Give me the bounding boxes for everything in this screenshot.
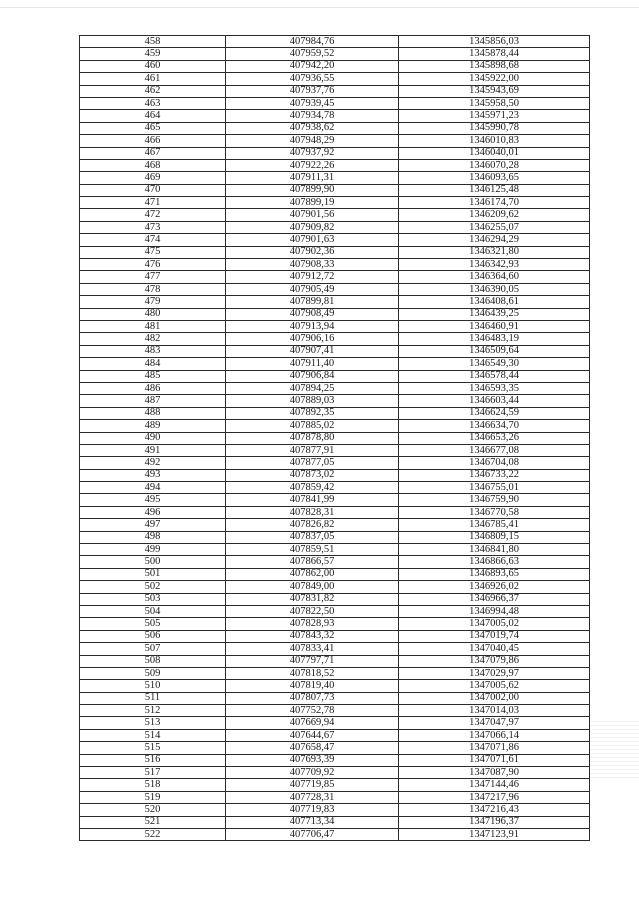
x-coordinate-cell: 407706,47 — [226, 829, 399, 841]
table-row — [80, 345, 590, 357]
point-number-cell: 496 — [80, 506, 226, 518]
y-coordinate-cell: 1346294,29 — [399, 234, 590, 246]
y-coordinate-cell: 1345943,69 — [399, 85, 590, 97]
table-row — [80, 407, 590, 419]
point-number-cell: 492 — [80, 457, 226, 469]
point-number-cell: 483 — [80, 345, 226, 357]
y-coordinate-cell: 1347002,00 — [399, 692, 590, 704]
point-number-cell: 470 — [80, 184, 226, 196]
point-number-cell: 473 — [80, 221, 226, 233]
point-number-cell: 497 — [80, 519, 226, 531]
x-coordinate-cell: 407828,93 — [226, 618, 399, 630]
table-row — [80, 568, 590, 580]
y-coordinate-cell: 1346549,30 — [399, 358, 590, 370]
y-coordinate-cell: 1346809,15 — [399, 531, 590, 543]
point-number-cell: 476 — [80, 259, 226, 271]
point-number-cell: 518 — [80, 779, 226, 791]
point-number-cell: 479 — [80, 296, 226, 308]
point-number-cell: 486 — [80, 382, 226, 394]
y-coordinate-cell: 1346770,58 — [399, 506, 590, 518]
point-number-cell: 495 — [80, 494, 226, 506]
table-row — [80, 73, 590, 85]
x-coordinate-cell: 407859,51 — [226, 544, 399, 556]
point-number-cell: 506 — [80, 630, 226, 642]
y-coordinate-cell: 1347217,96 — [399, 791, 590, 803]
table-row — [80, 630, 590, 642]
table-row — [80, 767, 590, 779]
point-number-cell: 491 — [80, 444, 226, 456]
table-row — [80, 667, 590, 679]
y-coordinate-cell: 1346733,22 — [399, 469, 590, 481]
table-row — [80, 234, 590, 246]
table-row — [80, 333, 590, 345]
x-coordinate-cell: 407822,50 — [226, 605, 399, 617]
point-number-cell: 507 — [80, 643, 226, 655]
table-row — [80, 482, 590, 494]
x-coordinate-cell: 407752,78 — [226, 705, 399, 717]
table-row — [80, 469, 590, 481]
point-number-cell: 459 — [80, 48, 226, 60]
x-coordinate-cell: 407906,84 — [226, 370, 399, 382]
x-coordinate-cell: 407911,40 — [226, 358, 399, 370]
y-coordinate-cell: 1347040,45 — [399, 643, 590, 655]
point-number-cell: 522 — [80, 829, 226, 841]
x-coordinate-cell: 407934,78 — [226, 110, 399, 122]
point-number-cell: 481 — [80, 320, 226, 332]
x-coordinate-cell: 407873,02 — [226, 469, 399, 481]
x-coordinate-cell: 407922,26 — [226, 159, 399, 171]
x-coordinate-cell: 407658,47 — [226, 742, 399, 754]
scan-artifact — [590, 718, 639, 778]
y-coordinate-cell: 1345922,00 — [399, 73, 590, 85]
table-row — [80, 705, 590, 717]
point-number-cell: 487 — [80, 395, 226, 407]
x-coordinate-cell: 407892,35 — [226, 407, 399, 419]
y-coordinate-cell: 1347005,62 — [399, 680, 590, 692]
point-number-cell: 519 — [80, 791, 226, 803]
x-coordinate-cell: 407866,57 — [226, 556, 399, 568]
x-coordinate-cell: 407913,94 — [226, 320, 399, 332]
table-row — [80, 581, 590, 593]
x-coordinate-cell: 407669,94 — [226, 717, 399, 729]
table-row — [80, 209, 590, 221]
table-row — [80, 717, 590, 729]
table-row — [80, 754, 590, 766]
point-number-cell: 511 — [80, 692, 226, 704]
x-coordinate-cell: 407878,80 — [226, 432, 399, 444]
x-coordinate-cell: 407859,42 — [226, 482, 399, 494]
point-number-cell: 510 — [80, 680, 226, 692]
y-coordinate-cell: 1346010,83 — [399, 135, 590, 147]
x-coordinate-cell: 407899,19 — [226, 197, 399, 209]
point-number-cell: 462 — [80, 85, 226, 97]
x-coordinate-cell: 407889,03 — [226, 395, 399, 407]
y-coordinate-cell: 1347014,03 — [399, 705, 590, 717]
table-row — [80, 816, 590, 828]
point-number-cell: 460 — [80, 60, 226, 72]
y-coordinate-cell: 1345878,44 — [399, 48, 590, 60]
x-coordinate-cell: 407899,90 — [226, 184, 399, 196]
x-coordinate-cell: 407959,52 — [226, 48, 399, 60]
x-coordinate-cell: 407877,05 — [226, 457, 399, 469]
point-number-cell: 469 — [80, 172, 226, 184]
y-coordinate-cell: 1347216,43 — [399, 804, 590, 816]
y-coordinate-cell: 1346785,41 — [399, 519, 590, 531]
table-row — [80, 271, 590, 283]
coordinates-table — [79, 35, 590, 841]
y-coordinate-cell: 1347005,02 — [399, 618, 590, 630]
table-row — [80, 320, 590, 332]
x-coordinate-cell: 407826,82 — [226, 519, 399, 531]
table-row — [80, 147, 590, 159]
table-row — [80, 159, 590, 171]
y-coordinate-cell: 1347087,90 — [399, 767, 590, 779]
table-row — [80, 444, 590, 456]
y-coordinate-cell: 1346893,65 — [399, 568, 590, 580]
x-coordinate-cell: 407938,62 — [226, 122, 399, 134]
x-coordinate-cell: 407901,56 — [226, 209, 399, 221]
table-row — [80, 110, 590, 122]
point-number-cell: 475 — [80, 246, 226, 258]
table-row — [80, 593, 590, 605]
y-coordinate-cell: 1347144,46 — [399, 779, 590, 791]
table-row — [80, 531, 590, 543]
y-coordinate-cell: 1345958,50 — [399, 97, 590, 109]
point-number-cell: 468 — [80, 159, 226, 171]
y-coordinate-cell: 1346704,08 — [399, 457, 590, 469]
y-coordinate-cell: 1346624,59 — [399, 407, 590, 419]
point-number-cell: 493 — [80, 469, 226, 481]
point-number-cell: 521 — [80, 816, 226, 828]
y-coordinate-cell: 1346966,37 — [399, 593, 590, 605]
x-coordinate-cell: 407644,67 — [226, 729, 399, 741]
table-row — [80, 221, 590, 233]
table-row — [80, 97, 590, 109]
point-number-cell: 514 — [80, 729, 226, 741]
point-number-cell: 500 — [80, 556, 226, 568]
x-coordinate-cell: 407828,31 — [226, 506, 399, 518]
y-coordinate-cell: 1346342,93 — [399, 259, 590, 271]
table-row — [80, 680, 590, 692]
y-coordinate-cell: 1346209,62 — [399, 209, 590, 221]
point-number-cell: 498 — [80, 531, 226, 543]
point-number-cell: 466 — [80, 135, 226, 147]
y-coordinate-cell: 1346174,70 — [399, 197, 590, 209]
table-row — [80, 420, 590, 432]
table-row — [80, 791, 590, 803]
point-number-cell: 463 — [80, 97, 226, 109]
table-row — [80, 457, 590, 469]
point-number-cell: 517 — [80, 767, 226, 779]
y-coordinate-cell: 1346408,61 — [399, 296, 590, 308]
point-number-cell: 474 — [80, 234, 226, 246]
table-row — [80, 742, 590, 754]
table-row — [80, 804, 590, 816]
table-row — [80, 246, 590, 258]
table-row — [80, 370, 590, 382]
x-coordinate-cell: 407899,81 — [226, 296, 399, 308]
point-number-cell: 505 — [80, 618, 226, 630]
point-number-cell: 467 — [80, 147, 226, 159]
y-coordinate-cell: 1346994,48 — [399, 605, 590, 617]
point-number-cell: 480 — [80, 308, 226, 320]
x-coordinate-cell: 407849,00 — [226, 581, 399, 593]
point-number-cell: 512 — [80, 705, 226, 717]
point-number-cell: 520 — [80, 804, 226, 816]
x-coordinate-cell: 407719,83 — [226, 804, 399, 816]
point-number-cell: 464 — [80, 110, 226, 122]
y-coordinate-cell: 1346634,70 — [399, 420, 590, 432]
table-row — [80, 506, 590, 518]
point-number-cell: 461 — [80, 73, 226, 85]
x-coordinate-cell: 407908,33 — [226, 259, 399, 271]
x-coordinate-cell: 407948,29 — [226, 135, 399, 147]
table-row — [80, 395, 590, 407]
x-coordinate-cell: 407908,49 — [226, 308, 399, 320]
x-coordinate-cell: 407862,00 — [226, 568, 399, 580]
table-row — [80, 432, 590, 444]
x-coordinate-cell: 407877,91 — [226, 444, 399, 456]
y-coordinate-cell: 1346593,35 — [399, 382, 590, 394]
x-coordinate-cell: 407912,72 — [226, 271, 399, 283]
y-coordinate-cell: 1346070,28 — [399, 159, 590, 171]
point-number-cell: 465 — [80, 122, 226, 134]
x-coordinate-cell: 407905,49 — [226, 283, 399, 295]
x-coordinate-cell: 407833,41 — [226, 643, 399, 655]
table-row — [80, 259, 590, 271]
table-row — [80, 283, 590, 295]
table-row — [80, 184, 590, 196]
point-number-cell: 482 — [80, 333, 226, 345]
x-coordinate-cell: 407937,92 — [226, 147, 399, 159]
y-coordinate-cell: 1346040,01 — [399, 147, 590, 159]
x-coordinate-cell: 407907,41 — [226, 345, 399, 357]
point-number-cell: 508 — [80, 655, 226, 667]
y-coordinate-cell: 1345971,23 — [399, 110, 590, 122]
table-row — [80, 643, 590, 655]
table-row — [80, 692, 590, 704]
y-coordinate-cell: 1345898,68 — [399, 60, 590, 72]
x-coordinate-cell: 407843,32 — [226, 630, 399, 642]
y-coordinate-cell: 1346125,48 — [399, 184, 590, 196]
point-number-cell: 471 — [80, 197, 226, 209]
point-number-cell: 509 — [80, 667, 226, 679]
point-number-cell: 472 — [80, 209, 226, 221]
y-coordinate-cell: 1347029,97 — [399, 667, 590, 679]
table-row — [80, 122, 590, 134]
table-row — [80, 172, 590, 184]
point-number-cell: 501 — [80, 568, 226, 580]
x-coordinate-cell: 407936,55 — [226, 73, 399, 85]
point-number-cell: 494 — [80, 482, 226, 494]
table-row — [80, 519, 590, 531]
table-row — [80, 85, 590, 97]
y-coordinate-cell: 1346603,44 — [399, 395, 590, 407]
table-row — [80, 36, 590, 48]
x-coordinate-cell: 407894,25 — [226, 382, 399, 394]
x-coordinate-cell: 407719,85 — [226, 779, 399, 791]
y-coordinate-cell: 1346578,44 — [399, 370, 590, 382]
y-coordinate-cell: 1347019,74 — [399, 630, 590, 642]
point-number-cell: 513 — [80, 717, 226, 729]
y-coordinate-cell: 1347079,86 — [399, 655, 590, 667]
table-row — [80, 60, 590, 72]
y-coordinate-cell: 1346483,19 — [399, 333, 590, 345]
table-row — [80, 655, 590, 667]
y-coordinate-cell: 1347066,14 — [399, 729, 590, 741]
y-coordinate-cell: 1346321,80 — [399, 246, 590, 258]
point-number-cell: 502 — [80, 581, 226, 593]
point-number-cell: 488 — [80, 407, 226, 419]
y-coordinate-cell: 1346255,07 — [399, 221, 590, 233]
y-coordinate-cell: 1346653,26 — [399, 432, 590, 444]
point-number-cell: 490 — [80, 432, 226, 444]
table-row — [80, 829, 590, 841]
x-coordinate-cell: 407713,34 — [226, 816, 399, 828]
point-number-cell: 503 — [80, 593, 226, 605]
x-coordinate-cell: 407909,82 — [226, 221, 399, 233]
y-coordinate-cell: 1346460,91 — [399, 320, 590, 332]
y-coordinate-cell: 1347071,61 — [399, 754, 590, 766]
table-row — [80, 618, 590, 630]
table-row — [80, 308, 590, 320]
y-coordinate-cell: 1347071,86 — [399, 742, 590, 754]
x-coordinate-cell: 407885,02 — [226, 420, 399, 432]
x-coordinate-cell: 407911,31 — [226, 172, 399, 184]
y-coordinate-cell: 1346926,02 — [399, 581, 590, 593]
table-row — [80, 556, 590, 568]
table-row — [80, 197, 590, 209]
table-row — [80, 544, 590, 556]
x-coordinate-cell: 407819,40 — [226, 680, 399, 692]
x-coordinate-cell: 407901,63 — [226, 234, 399, 246]
x-coordinate-cell: 407693,39 — [226, 754, 399, 766]
point-number-cell: 485 — [80, 370, 226, 382]
table-row — [80, 296, 590, 308]
x-coordinate-cell: 407797,71 — [226, 655, 399, 667]
point-number-cell: 478 — [80, 283, 226, 295]
y-coordinate-cell: 1346439,25 — [399, 308, 590, 320]
point-number-cell: 516 — [80, 754, 226, 766]
x-coordinate-cell: 407728,31 — [226, 791, 399, 803]
point-number-cell: 489 — [80, 420, 226, 432]
x-coordinate-cell: 407984,76 — [226, 36, 399, 48]
y-coordinate-cell: 1346755,01 — [399, 482, 590, 494]
y-coordinate-cell: 1346093,65 — [399, 172, 590, 184]
table-row — [80, 779, 590, 791]
y-coordinate-cell: 1346866,63 — [399, 556, 590, 568]
y-coordinate-cell: 1347047,97 — [399, 717, 590, 729]
x-coordinate-cell: 407841,99 — [226, 494, 399, 506]
y-coordinate-cell: 1346759,90 — [399, 494, 590, 506]
y-coordinate-cell: 1345990,78 — [399, 122, 590, 134]
table-row — [80, 48, 590, 60]
y-coordinate-cell: 1347123,91 — [399, 829, 590, 841]
x-coordinate-cell: 407709,92 — [226, 767, 399, 779]
point-number-cell: 458 — [80, 36, 226, 48]
table-row — [80, 135, 590, 147]
y-coordinate-cell: 1346677,08 — [399, 444, 590, 456]
page-top-edge — [0, 7, 639, 8]
point-number-cell: 515 — [80, 742, 226, 754]
x-coordinate-cell: 407831,82 — [226, 593, 399, 605]
y-coordinate-cell: 1346841,80 — [399, 544, 590, 556]
y-coordinate-cell: 1346390,05 — [399, 283, 590, 295]
point-number-cell: 484 — [80, 358, 226, 370]
point-number-cell: 499 — [80, 544, 226, 556]
x-coordinate-cell: 407818,52 — [226, 667, 399, 679]
table-row — [80, 729, 590, 741]
table-row — [80, 382, 590, 394]
y-coordinate-cell: 1346364,60 — [399, 271, 590, 283]
x-coordinate-cell: 407942,20 — [226, 60, 399, 72]
x-coordinate-cell: 407837,05 — [226, 531, 399, 543]
y-coordinate-cell: 1345856,03 — [399, 36, 590, 48]
point-number-cell: 504 — [80, 605, 226, 617]
x-coordinate-cell: 407906,16 — [226, 333, 399, 345]
coordinates-table-body — [80, 36, 590, 841]
table-row — [80, 358, 590, 370]
y-coordinate-cell: 1347196,37 — [399, 816, 590, 828]
table-row — [80, 605, 590, 617]
x-coordinate-cell: 407937,76 — [226, 85, 399, 97]
point-number-cell: 477 — [80, 271, 226, 283]
x-coordinate-cell: 407902,36 — [226, 246, 399, 258]
x-coordinate-cell: 407939,45 — [226, 97, 399, 109]
x-coordinate-cell: 407807,73 — [226, 692, 399, 704]
table-row — [80, 494, 590, 506]
y-coordinate-cell: 1346509,64 — [399, 345, 590, 357]
